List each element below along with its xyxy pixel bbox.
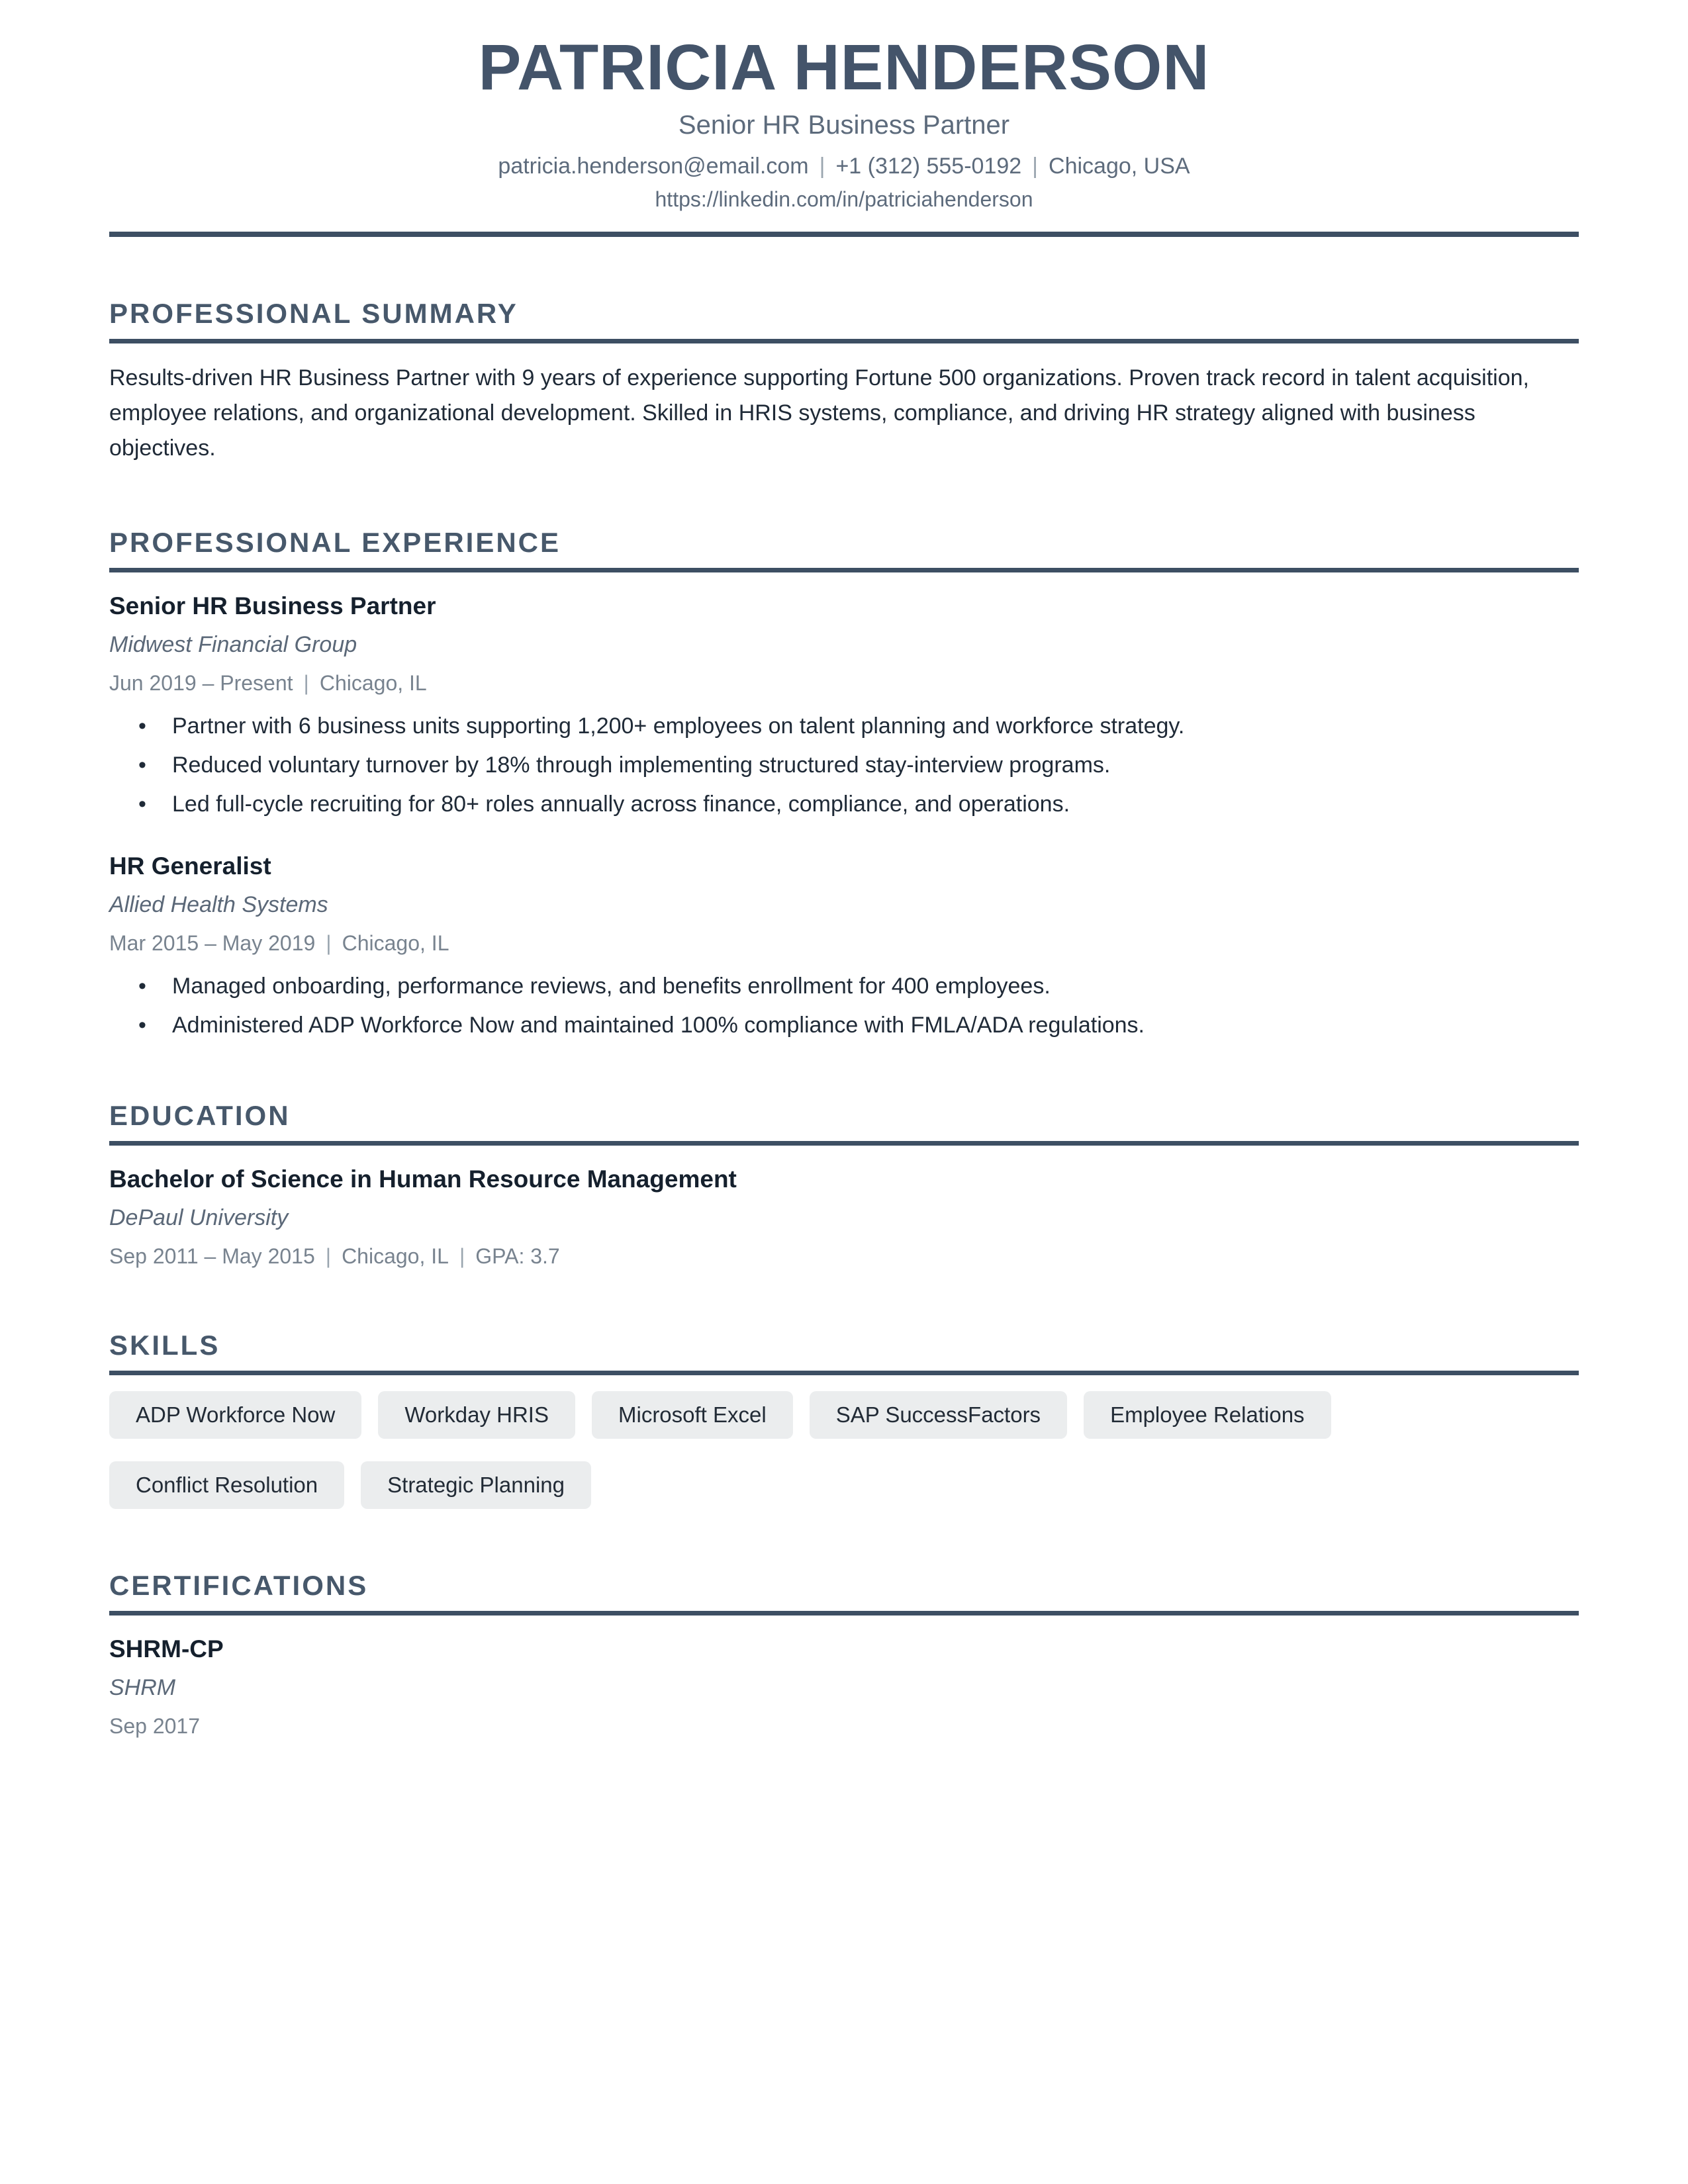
summary-heading: PROFESSIONAL SUMMARY <box>109 298 1579 343</box>
section-summary <box>109 298 1579 466</box>
candidate-title: Senior HR Business Partner <box>678 110 1010 140</box>
skills-list <box>109 1391 1579 1509</box>
meta-separator: | <box>303 670 309 695</box>
job-meta <box>109 931 1579 956</box>
experience-heading: PROFESSIONAL EXPERIENCE <box>109 527 1579 572</box>
education-meta <box>109 1244 1579 1269</box>
linkedin-url: https://linkedin.com/in/patriciahenderson <box>655 187 1033 211</box>
skills-heading: SKILLS <box>109 1330 1579 1375</box>
job-location: Chicago, IL <box>319 670 427 695</box>
certification-entry <box>109 1635 1579 1739</box>
section-experience <box>109 527 1579 1039</box>
job-title: Senior HR Business Partner <box>109 592 436 619</box>
skill-pill: SAP SuccessFactors <box>810 1391 1067 1439</box>
job-company: Midwest Financial Group <box>109 631 357 657</box>
certification-date: Sep 2017 <box>109 1713 201 1738</box>
contact-separator: | <box>1032 153 1039 179</box>
job-title: HR Generalist <box>109 852 271 880</box>
skill-pill: Strategic Planning <box>361 1461 591 1509</box>
job-dates: Jun 2019 – Present <box>109 670 293 695</box>
certifications-heading: CERTIFICATIONS <box>109 1570 1579 1615</box>
job-bullet: • Administered ADP Workforce Now and maintained 100% compliance with FMLA/ADA regulations. <box>109 1012 1579 1039</box>
contact-line <box>109 154 1579 179</box>
skill-pill: Employee Relations <box>1084 1391 1331 1439</box>
contact-phone: +1 (312) 555-0192 <box>835 153 1022 179</box>
job-bullet: • Reduced voluntary turnover by 18% through implementing structured stay-interview programs. <box>109 752 1579 779</box>
resume-header <box>109 32 1579 237</box>
section-certifications <box>109 1570 1579 1739</box>
summary-text: Results-driven HR Business Partner with 9 years of experience supporting Fortune 500 organizations. Proven track record in talent acquisition, employee relations, and organizational development. Skilled in HRIS systems, compliance, and driving HR strategy aligned with business objectives. <box>109 365 1529 461</box>
job-location: Chicago, IL <box>342 931 449 955</box>
skill-pill: Conflict Resolution <box>109 1461 344 1509</box>
meta-separator: | <box>326 931 332 955</box>
skill-pill: Microsoft Excel <box>592 1391 793 1439</box>
job-bullet: • Led full-cycle recruiting for 80+ roles annually across finance, compliance, and operations. <box>109 791 1579 818</box>
job-bullet: • Partner with 6 business units supporting 1,200+ employees on talent planning and workforce strategy. <box>109 713 1579 740</box>
job-dates: Mar 2015 – May 2019 <box>109 931 316 955</box>
section-education <box>109 1100 1579 1269</box>
education-heading: EDUCATION <box>109 1100 1579 1146</box>
school-name: DePaul University <box>109 1205 289 1230</box>
education-dates: Sep 2011 – May 2015 <box>109 1244 315 1268</box>
certification-issuer: SHRM <box>109 1674 176 1700</box>
candidate-name: PATRICIA HENDERSON <box>478 31 1210 103</box>
skill-pill: Workday HRIS <box>378 1391 575 1439</box>
degree-title: Bachelor of Science in Human Resource Management <box>109 1165 737 1193</box>
certification-name: SHRM-CP <box>109 1635 224 1662</box>
contact-email: patricia.henderson@email.com <box>498 153 809 179</box>
education-location: Chicago, IL <box>342 1244 449 1268</box>
job-bullet: • Managed onboarding, performance reviews, and benefits enrollment for 400 employees. <box>109 973 1579 1000</box>
job-meta <box>109 671 1579 696</box>
education-entry <box>109 1165 1579 1269</box>
contact-separator: | <box>819 153 825 179</box>
job-entry <box>109 592 1579 818</box>
job-entry <box>109 852 1579 1039</box>
meta-separator: | <box>459 1244 465 1268</box>
meta-separator: | <box>325 1244 332 1268</box>
job-company: Allied Health Systems <box>109 891 328 917</box>
header-divider <box>109 232 1579 237</box>
education-gpa: GPA: 3.7 <box>475 1244 560 1268</box>
job-bullets <box>109 713 1579 818</box>
job-bullets <box>109 973 1579 1039</box>
section-skills <box>109 1330 1579 1509</box>
contact-location: Chicago, USA <box>1049 153 1190 179</box>
skill-pill: ADP Workforce Now <box>109 1391 361 1439</box>
